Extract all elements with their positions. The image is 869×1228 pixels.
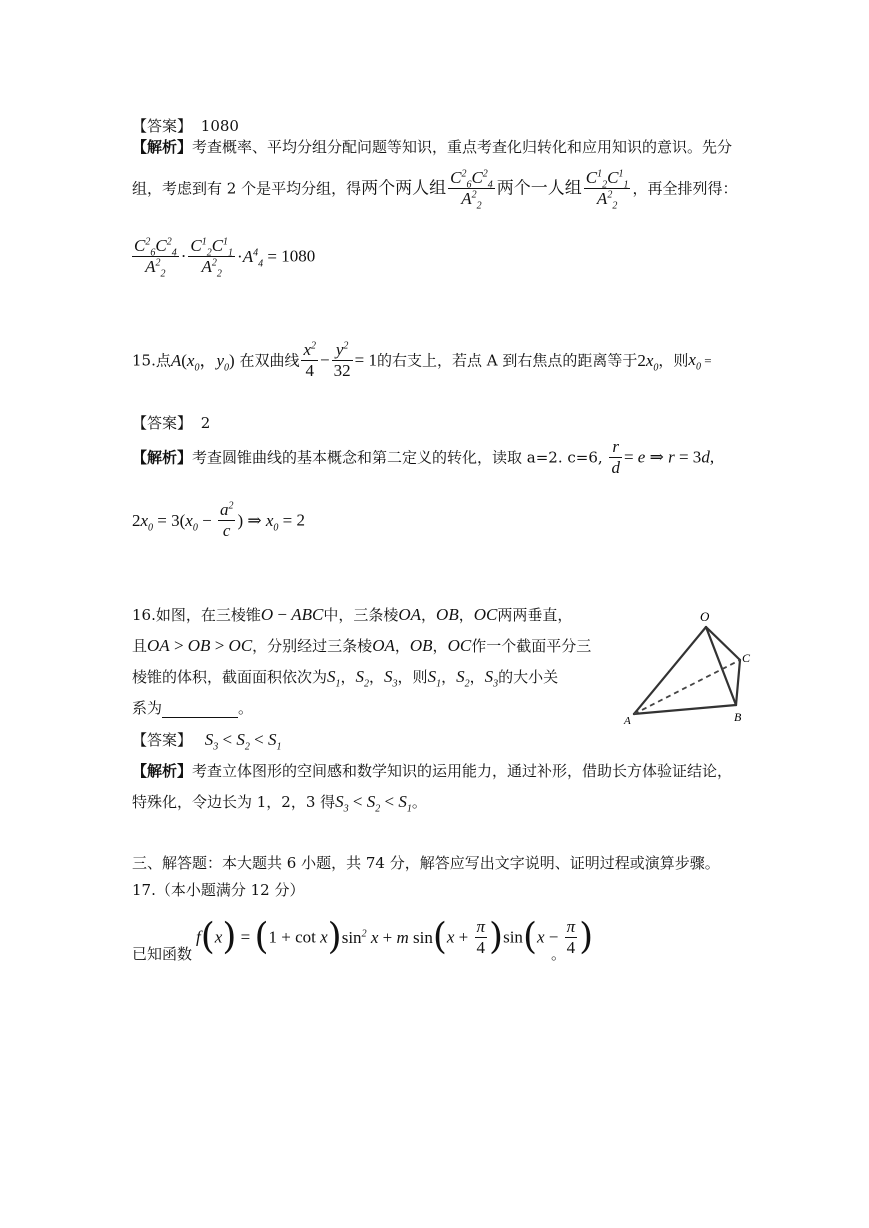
- q17-end: 。: [551, 945, 567, 963]
- label-b: B: [734, 710, 742, 724]
- q17-title: 17.（本小题满分 12 分）: [132, 881, 305, 899]
- q14-analysis-line2: 组，考虑到有 2 个是平均分组，得两个两人组 $\frac{C^2_6C^2_4}{A^2_2}$ 两个一人组 $\frac{C^1_2C^1_1}{A^2_2}$ ，再全排列得：: [132, 168, 738, 212]
- label-c: C: [742, 651, 751, 665]
- q15-analysis: 【解析】考查圆锥曲线的基本概念和第二定义的转化，读取 a=2. c=6, $\frac{r}{d}$ = e ⇒ r = 3d,: [132, 437, 715, 477]
- q16-line1: 16.如图，在三棱锥O − ABC中，三条棱OA，OB，OC两两垂直，: [132, 605, 573, 624]
- edge-ob: [706, 627, 736, 705]
- label-o: O: [700, 609, 710, 624]
- q15-question: 15.点$A(x_0$，$y_0$) 在双曲线 $\frac{x^2}{4}$ − $\frac{y^2}{32}$ = 1的右支上，若点 A 到右焦点的距离等于$2x_0$，则$x_0$ =: [132, 340, 712, 380]
- edge-oa: [634, 627, 706, 714]
- q14-analysis-line1: 【解析】考查概率、平均分组分配问题等知识，重点考查化归转化和应用知识的意识。先分: [132, 138, 733, 156]
- analysis-label: 【解析】: [132, 138, 193, 156]
- tetrahedron-figure: [622, 602, 772, 727]
- edge-cb: [736, 660, 740, 705]
- q14-answer: [132, 116, 239, 136]
- q16-line3: 棱锥的体积，截面面积依次为$S_1$，$S_2$，$S_3$，则$S_1$，$S_2$，$S_3$的大小关: [132, 667, 559, 690]
- q15-answer: 【答案】 2: [132, 414, 211, 432]
- q16-line4: 系为 。: [132, 699, 254, 717]
- answer-value: 1080: [200, 117, 239, 135]
- fraction-c62c42-a22: $\frac{C^2_6C^2_4}{A^2_2}$: [450, 168, 493, 212]
- q16-analysis-line2: 特殊化，令边长为 1，2，3 得$S_3 < S_2 < S_1$。: [132, 792, 427, 815]
- q17-function: $f(x) = (1 + \cot x)\sin^2$ x + m sin(x + $\frac{\pi}{4}$ )sin(x − $\frac{\pi}{4}$ ): [196, 916, 594, 958]
- edge-oc: [706, 627, 740, 660]
- q15-result-formula: $2x_0 = 3(x_0$ − $\frac{a^2}{c}$ ) ⇒ $x_0 = 2$: [132, 500, 305, 540]
- edge-ab: [634, 705, 736, 714]
- q16-answer: 【答案】 $S_3 < S_2 < S_1$: [132, 730, 282, 753]
- answer-label: 【答案】: [132, 117, 193, 135]
- answer-blank: [162, 702, 238, 718]
- fraction-c21c11-a22: $\frac{C^1_2C^1_1}{A^2_2}$: [585, 168, 629, 212]
- q17-lead: 已知函数: [132, 945, 193, 963]
- q16-analysis-line1: 【解析】考查立体图形的空间感和数学知识的运用能力，通过补形，借助长方体验证结论，: [132, 762, 733, 780]
- q16-line2: 且OA > OB > OC，分别经过三条棱OA，OB，OC作一个截面平分三: [132, 636, 592, 655]
- section3-heading: 三、解答题：本大题共 6 小题，共 74 分，解答应写出文字说明、证明过程或演算步骤。: [132, 854, 720, 872]
- label-a: A: [624, 715, 631, 727]
- q14-result-formula: $\frac{C^2_6C^2_4}{A^2_2}$ · $\frac{C^1_2C^1_1}{A^2_2}$ $\cdot A^4_4 = 1080$: [134, 236, 316, 280]
